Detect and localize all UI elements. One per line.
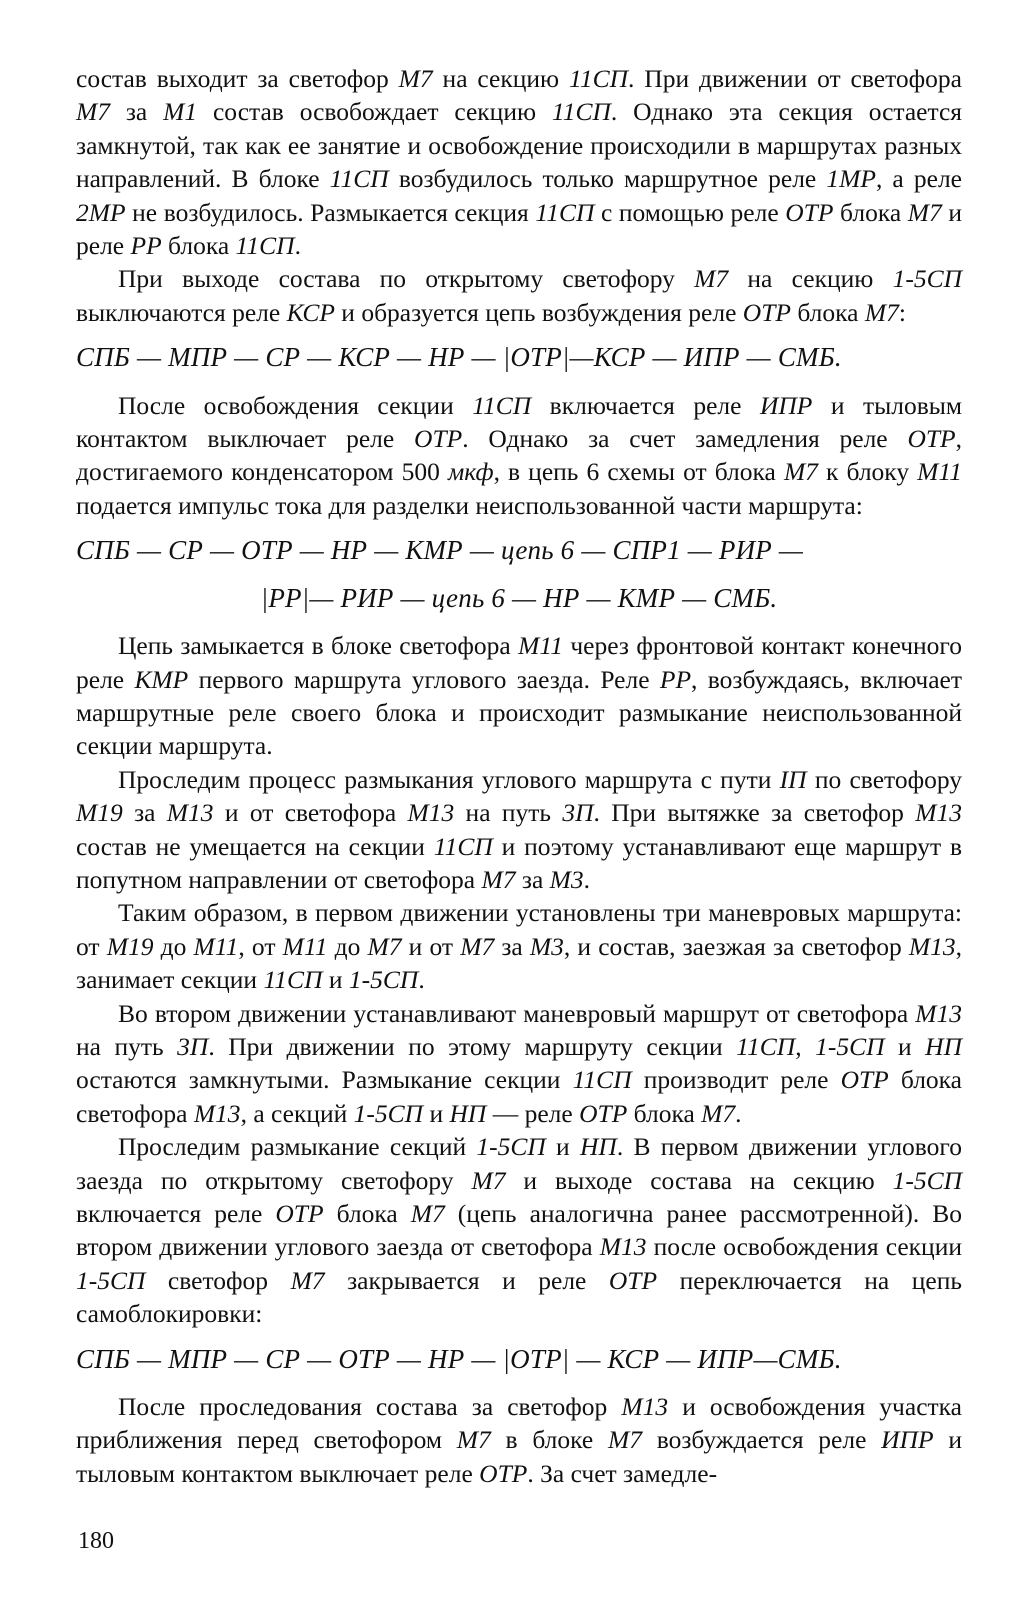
text-run: на секцию [432,64,569,93]
designation-text: 11СП [235,231,295,261]
text-run: и выходе состава на секцию [505,1165,893,1195]
designation-text: ОТР [479,1458,528,1488]
designation-text: М7 [410,1199,445,1228]
designation-text: 11СП [472,390,532,420]
text-run: подается импульс тока для разделки неиспользованной части маршрута: [76,490,863,520]
text-run: Проследим процесс размыкания углового маршрута с пути [118,764,780,794]
text-run: Цепь замыкается в блоке светофора [118,631,519,661]
page-body [76,62,962,1490]
text-run: . В первом движении углового заезда по открытому светофору [76,1132,962,1195]
designation-text: М7 [460,931,495,961]
designation-text: М7 [907,197,942,227]
text-run: остаются замкнутыми. Размыкание секции [76,1065,573,1095]
text-run: до [327,931,368,961]
designation-text: ОТР [907,424,956,454]
designation-text: М7 [471,1165,506,1195]
text-run: , а реле [875,164,962,194]
text-run: . [294,231,301,261]
designation-text: ОТР [608,1265,658,1295]
text-run: и [322,965,349,995]
text-run: по светофору [806,764,963,794]
designation-text: 11СП [535,197,595,227]
text-run: за [110,97,164,127]
designation-text: М13 [908,931,956,961]
text-run: , [795,1031,816,1061]
designation-text: М11 [282,931,328,961]
text-run: блока светофора [76,1065,962,1128]
text-run: светофор [145,1265,291,1295]
designation-text: РР [130,231,162,261]
text-run: , занимает секции [76,931,962,995]
text-run: , в цепь 6 схемы от блока [493,457,784,487]
designation-text: КСР [286,297,335,327]
designation-text: ОТР [785,197,834,227]
designation-text: М7 [398,64,433,93]
paragraph [76,262,962,329]
text-run: выключаются реле [76,297,287,327]
designation-text: М3 [529,931,564,961]
text-run: за [515,864,550,894]
text-run: производит реле [631,1065,841,1095]
circuit-formula: СПБ — МПР — СР — КСР — НР — |ОТР|—КСР — ИПР — СМБ. [76,342,842,373]
designation-text: 11СП [433,831,493,861]
designation-text: ОТР [579,1098,628,1128]
text-run: за [122,798,167,828]
text-run: , достигаемого конденсатором 500 [76,424,962,487]
designation-text: М11 [917,457,963,487]
paragraph [76,1130,962,1330]
designation-text: М13 [166,798,214,828]
text-run: . [418,965,425,995]
designation-text: ИПР [759,390,813,420]
text-run: и [884,1031,926,1061]
text-run: (цепь аналогична ранее рассмотренной). Во втором движении углового заезда от светофора [76,1199,962,1262]
text-run: блока [627,1098,702,1128]
text-run: блока [161,231,236,261]
designation-text: М7 [290,1265,325,1295]
designation-text: М13 [599,1232,647,1262]
text-run: Проследим размыкание секций [118,1132,477,1162]
designation-text: 1-5СП [353,1098,424,1128]
designation-text: М11 [193,931,239,961]
text-run: . За счет замедле- [527,1458,718,1488]
text-run: Во втором движении устанавливают маневровый маршрут от светофора [118,998,916,1028]
text-run: состав освобождает секцию [197,97,552,127]
designation-text: 2МР [76,197,126,227]
circuit-formula: |РР|— РИР — цепь 6 — НР — КМР — СМБ. [260,582,778,613]
text-run: и тыловым контактом выключает реле [76,1425,962,1488]
text-run: Таким образом, в первом движении установлены три маневровых маршрута: от [76,898,962,961]
designation-text: 1-5СП [892,264,962,294]
designation-text: М13 [193,1098,241,1128]
designation-text: М19 [106,931,154,961]
designation-text: 1-5СП [348,965,419,995]
text-run: блока [833,197,908,227]
paragraph [76,763,962,897]
designation-text: ОТР [275,1199,324,1228]
text-run: : [898,297,906,327]
text-run: . При движении от светофора [628,64,962,93]
designation-text: 11СП [263,965,323,995]
paragraph [76,997,962,1131]
designation-text: М7 [701,1098,736,1128]
designation-text: ОТР [414,424,463,454]
designation-text: М7 [864,297,899,327]
text-run: и тыловым контактом выключает реле [76,390,963,454]
designation-text: 1-5СП [76,1265,146,1295]
text-run: , от [238,931,283,961]
text-run: блока [323,1199,411,1228]
text-run: и [545,1132,580,1162]
designation-text: 11СП [572,1065,632,1095]
text-run: через фронтовой контакт конечного реле [76,631,963,694]
designation-text: 11СП [736,1031,796,1061]
text-run: После проследования состава за светофор [118,1392,622,1422]
designation-text: М19 [76,798,123,828]
text-run: первого маршрута углового заезда. Реле [188,664,660,694]
designation-text: 1-5СП [892,1165,962,1195]
text-run: возбудилось только маршрутное реле [388,164,827,194]
text-run: — реле [486,1098,580,1128]
text-run: блока [790,297,865,327]
designation-text: М13 [407,798,455,828]
text-run: и освобождения участка приближения перед светофором [76,1392,962,1455]
designation-text: 11СП [329,164,389,194]
text-run: . [735,1098,742,1128]
text-run: на путь [454,798,563,828]
designation-text: 3П [562,798,594,828]
text-run: закрывается и реле [324,1265,609,1295]
designation-text: КМР [134,664,189,694]
page-number: 180 [78,1528,114,1554]
designation-text: 1-5СП [815,1031,885,1061]
text-run: и от [401,931,461,961]
designation-text: НП [579,1132,617,1162]
designation-text: М13 [621,1392,669,1422]
text-run: к блоку [817,457,918,487]
text-run: возбуждается реле [641,1425,882,1455]
designation-text: 1МР [826,164,876,194]
text-run: с помощью реле [594,197,786,227]
designation-text: М11 [518,631,563,661]
designation-text: ОТР [742,297,791,327]
designation-text: IП [779,764,807,794]
designation-text: М7 [607,1425,642,1455]
text-run: и реле [76,197,962,261]
text-run: не возбудилось. Размыкается секция [125,197,536,227]
designation-text: М3 [549,864,584,894]
designation-text: М7 [783,457,818,487]
paragraph [76,62,962,262]
paragraph [76,1390,962,1490]
text-run: и [423,1098,450,1128]
designation-text: 1-5СП [476,1132,546,1162]
text-run: до [153,931,194,961]
designation-text: 3П [177,1031,209,1061]
text-run: состав не умещается на секции [76,831,434,861]
text-run: После освобождения секции [118,390,473,420]
text-run: после освобождения секции [646,1232,962,1262]
designation-text: РР [659,664,692,694]
text-run: включается реле [76,1199,276,1228]
designation-text: М13 [915,798,962,828]
designation-text: НП [449,1098,487,1128]
circuit-formula: СПБ — СР — ОТР — НР — КМР — цепь 6 — СПР1 — РИР — [76,535,804,566]
designation-text: мкф [447,457,494,487]
text-run: , возбуждаясь, включает маршрутные реле своего блока и происходит размыкание неиспользованной секции маршрута. [76,664,963,761]
text-run: и образуется цепь возбуждения реле [334,297,743,327]
designation-text: М1 [163,97,198,127]
text-run: и от светофора [213,798,408,828]
text-run: за [494,931,530,961]
text-run: , и состав, заезжая за светофор [563,931,909,961]
text-run: . [583,864,591,894]
designation-text: 11СП [551,97,611,127]
paragraph [76,896,962,996]
text-run: . Однако эта секция остается замкнутой, так как ее занятие и освобождение происходили в маршрутах разных направлений. В блоке [76,97,962,194]
paragraph [76,389,962,523]
designation-text: ИПР [881,1425,934,1455]
text-run: состав выходит за светофор [76,64,399,93]
designation-text: М7 [76,97,110,127]
text-run: . При вытяжке за светофор [593,798,916,828]
designation-text: М13 [915,998,962,1028]
text-run: на секцию [728,264,893,294]
text-run: в блоке [490,1425,608,1455]
text-run: и поэтому устанавливают еще маршрут в попутном направлении от светофора [76,831,962,894]
text-run: включается реле [531,390,760,420]
designation-text: М7 [481,864,516,894]
designation-text: НП [925,1031,962,1061]
text-run: При выходе состава по открытому светофору [118,264,695,294]
designation-text: ОТР [840,1065,889,1095]
text-run: , а секций [240,1098,354,1128]
designation-text: М7 [694,264,729,294]
designation-text: 11СП [569,64,629,93]
paragraph [76,629,962,763]
text-run: на путь [76,1031,178,1061]
designation-text: М7 [456,1425,491,1455]
designation-text: М7 [367,931,402,961]
text-run: . При движении по этому маршруту секции [208,1031,737,1061]
text-run: переключается на цепь самоблокировки: [76,1265,962,1329]
circuit-formula: СПБ — МПР — СР — ОТР — НР — |ОТР| — КСР — ИПР—СМБ. [76,1343,842,1374]
text-run: . Однако за счет замедления реле [462,424,908,454]
